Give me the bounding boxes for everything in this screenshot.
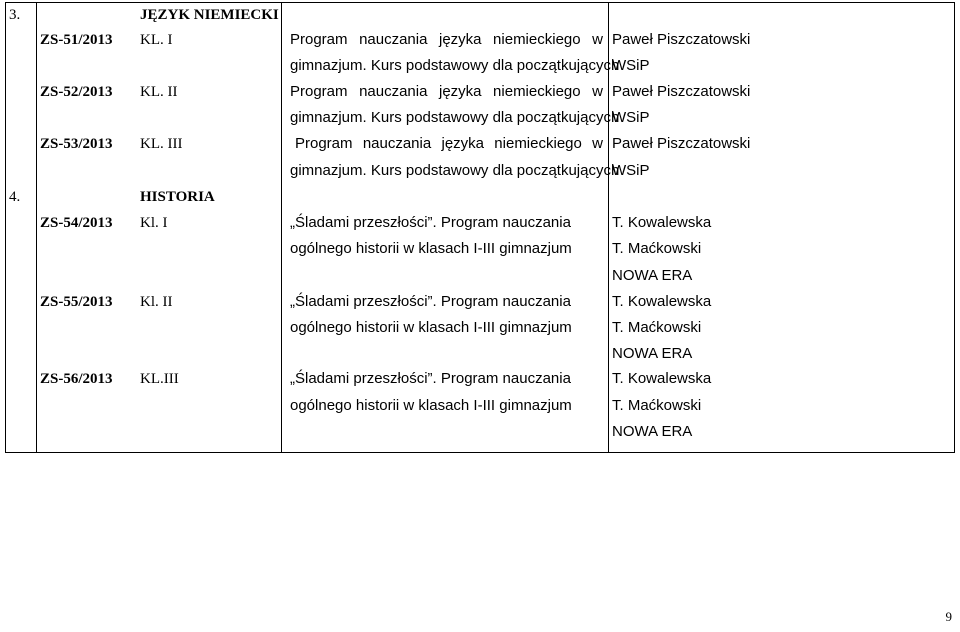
title-word: Program	[295, 135, 353, 152]
class-level: Kl. II	[140, 294, 173, 310]
title-word: Program	[290, 83, 348, 100]
section-subject: JĘZYK NIEMIECKI	[140, 7, 279, 23]
author: T. Kowalewska	[612, 214, 712, 231]
author: T. Kowalewska	[612, 370, 712, 387]
column-divider	[36, 3, 37, 452]
author: Paweł Piszczatowski	[612, 31, 751, 48]
title-word: niemieckiego	[493, 31, 581, 48]
author: T. Maćkowski	[612, 397, 702, 414]
title-word: języka	[441, 135, 485, 152]
section-number: 4.	[9, 189, 21, 205]
author: Paweł Piszczatowski	[612, 83, 751, 100]
program-code: ZS-55/2013	[40, 294, 113, 310]
program-title-line2: gimnazjum. Kurs podstawowy dla początkujących	[290, 57, 620, 74]
program-code: ZS-53/2013	[40, 136, 113, 152]
program-title-line1: „Śladami przeszłości”. Program nauczania	[290, 214, 571, 231]
program-title-line2: ogólnego historii w klasach I-III gimnazjum	[290, 319, 572, 336]
author: Paweł Piszczatowski	[612, 135, 751, 152]
program-title-line2: gimnazjum. Kurs podstawowy dla początkujących	[290, 109, 620, 126]
title-word: nauczania	[359, 83, 428, 100]
publisher: WSiP	[612, 57, 650, 74]
program-code: ZS-54/2013	[40, 215, 113, 231]
title-word: nauczania	[362, 135, 432, 152]
title-word: niemieckiego	[493, 83, 581, 100]
program-code: ZS-51/2013	[40, 32, 113, 48]
section-number: 3.	[9, 7, 21, 23]
program-code: ZS-56/2013	[40, 371, 113, 387]
class-level: KL. II	[140, 84, 178, 100]
class-level: Kl. I	[140, 215, 168, 231]
class-level: KL.III	[140, 371, 179, 387]
author: T. Kowalewska	[612, 293, 712, 310]
title-word: języka	[438, 83, 482, 100]
title-word: niemieckiego	[494, 135, 582, 152]
publisher: NOWA ERA	[612, 423, 693, 440]
publisher: NOWA ERA	[612, 345, 693, 362]
class-level: KL. III	[140, 136, 183, 152]
title-word: w	[592, 83, 603, 100]
title-word: języka	[438, 31, 482, 48]
class-level: KL. I	[140, 32, 173, 48]
program-code: ZS-52/2013	[40, 84, 113, 100]
title-word: nauczania	[359, 31, 428, 48]
author: T. Maćkowski	[612, 240, 702, 257]
column-divider	[281, 3, 282, 452]
title-word: w	[592, 135, 603, 152]
section-subject: HISTORIA	[140, 189, 215, 205]
program-title-line1: „Śladami przeszłości”. Program nauczania	[290, 370, 571, 387]
publisher: WSiP	[612, 109, 650, 126]
program-title-line2: ogólnego historii w klasach I-III gimnazjum	[290, 240, 572, 257]
publisher: WSiP	[612, 162, 650, 179]
program-title-line1	[290, 83, 603, 101]
page-number: 9	[945, 609, 952, 624]
program-title-line1: „Śladami przeszłości”. Program nauczania	[290, 293, 571, 310]
program-title-line1	[290, 31, 603, 49]
program-title-line1	[295, 135, 603, 153]
author: T. Maćkowski	[612, 319, 702, 336]
title-word: w	[592, 31, 603, 48]
program-title-line2: gimnazjum. Kurs podstawowy dla początkujących	[290, 162, 620, 179]
title-word: Program	[290, 31, 348, 48]
program-title-line2: ogólnego historii w klasach I-III gimnazjum	[290, 397, 572, 414]
publisher: NOWA ERA	[612, 267, 693, 284]
